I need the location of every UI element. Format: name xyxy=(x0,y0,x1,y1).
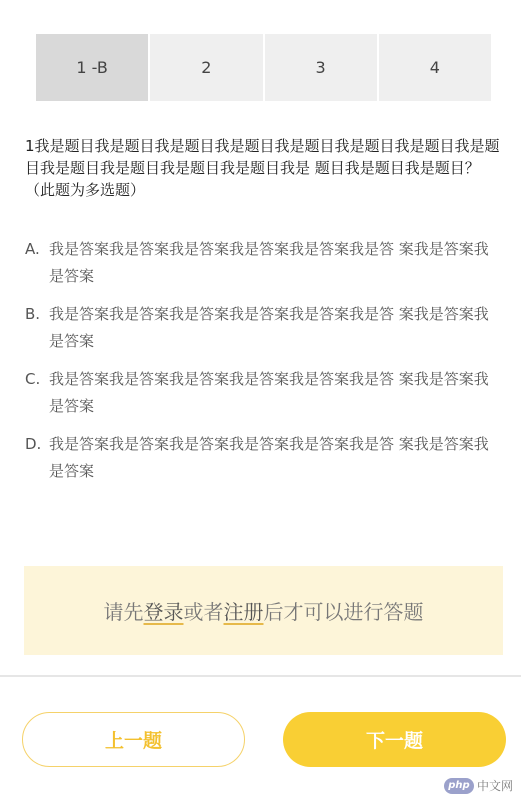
watermark-text: 中文网 xyxy=(476,779,513,793)
tab-question-3[interactable]: 3 xyxy=(265,34,379,101)
php-logo-icon: php xyxy=(444,778,474,794)
login-link[interactable]: 登录 xyxy=(143,600,184,624)
option-text: 我是答案我是答案我是答案我是答案我是答案我是答 案我是答案我是答案 xyxy=(49,435,489,480)
option-text: 我是答案我是答案我是答案我是答案我是答案我是答 案我是答案我是答案 xyxy=(49,240,489,285)
option-a[interactable] xyxy=(25,236,503,290)
tab-question-4[interactable]: 4 xyxy=(379,34,491,101)
option-text: 我是答案我是答案我是答案我是答案我是答案我是答 案我是答案我是答案 xyxy=(49,370,489,415)
option-letter: A. xyxy=(25,240,40,258)
tab-question-2[interactable]: 2 xyxy=(150,34,264,101)
option-c[interactable] xyxy=(25,366,503,420)
option-d[interactable] xyxy=(25,431,503,485)
tab-question-1[interactable]: 1 -B xyxy=(36,34,150,101)
question-text: 1我是题目我是题目我是题目我是题目我是题目我是题目我是题目我是题目我是题目我是题目我是题目我是题目我是 题目我是题目我是题目？（此题为多选题） xyxy=(25,137,500,199)
question-tabs xyxy=(36,34,491,101)
notice-suffix: 后才可以进行答题 xyxy=(263,600,424,624)
option-letter: C. xyxy=(25,370,41,388)
option-letter: D. xyxy=(25,435,42,453)
login-notice xyxy=(24,566,503,655)
answer-options xyxy=(25,236,503,496)
site-watermark xyxy=(444,777,513,794)
footer-divider xyxy=(0,675,521,677)
next-question-button[interactable]: 下一题 xyxy=(283,712,506,767)
option-b[interactable] xyxy=(25,301,503,355)
option-letter: B. xyxy=(25,305,41,323)
register-link[interactable]: 注册 xyxy=(223,600,264,624)
prev-question-button[interactable]: 上一题 xyxy=(22,712,245,767)
option-text: 我是答案我是答案我是答案我是答案我是答案我是答 案我是答案我是答案 xyxy=(49,305,489,350)
notice-middle: 或者 xyxy=(183,600,224,624)
notice-prefix: 请先 xyxy=(103,600,144,624)
